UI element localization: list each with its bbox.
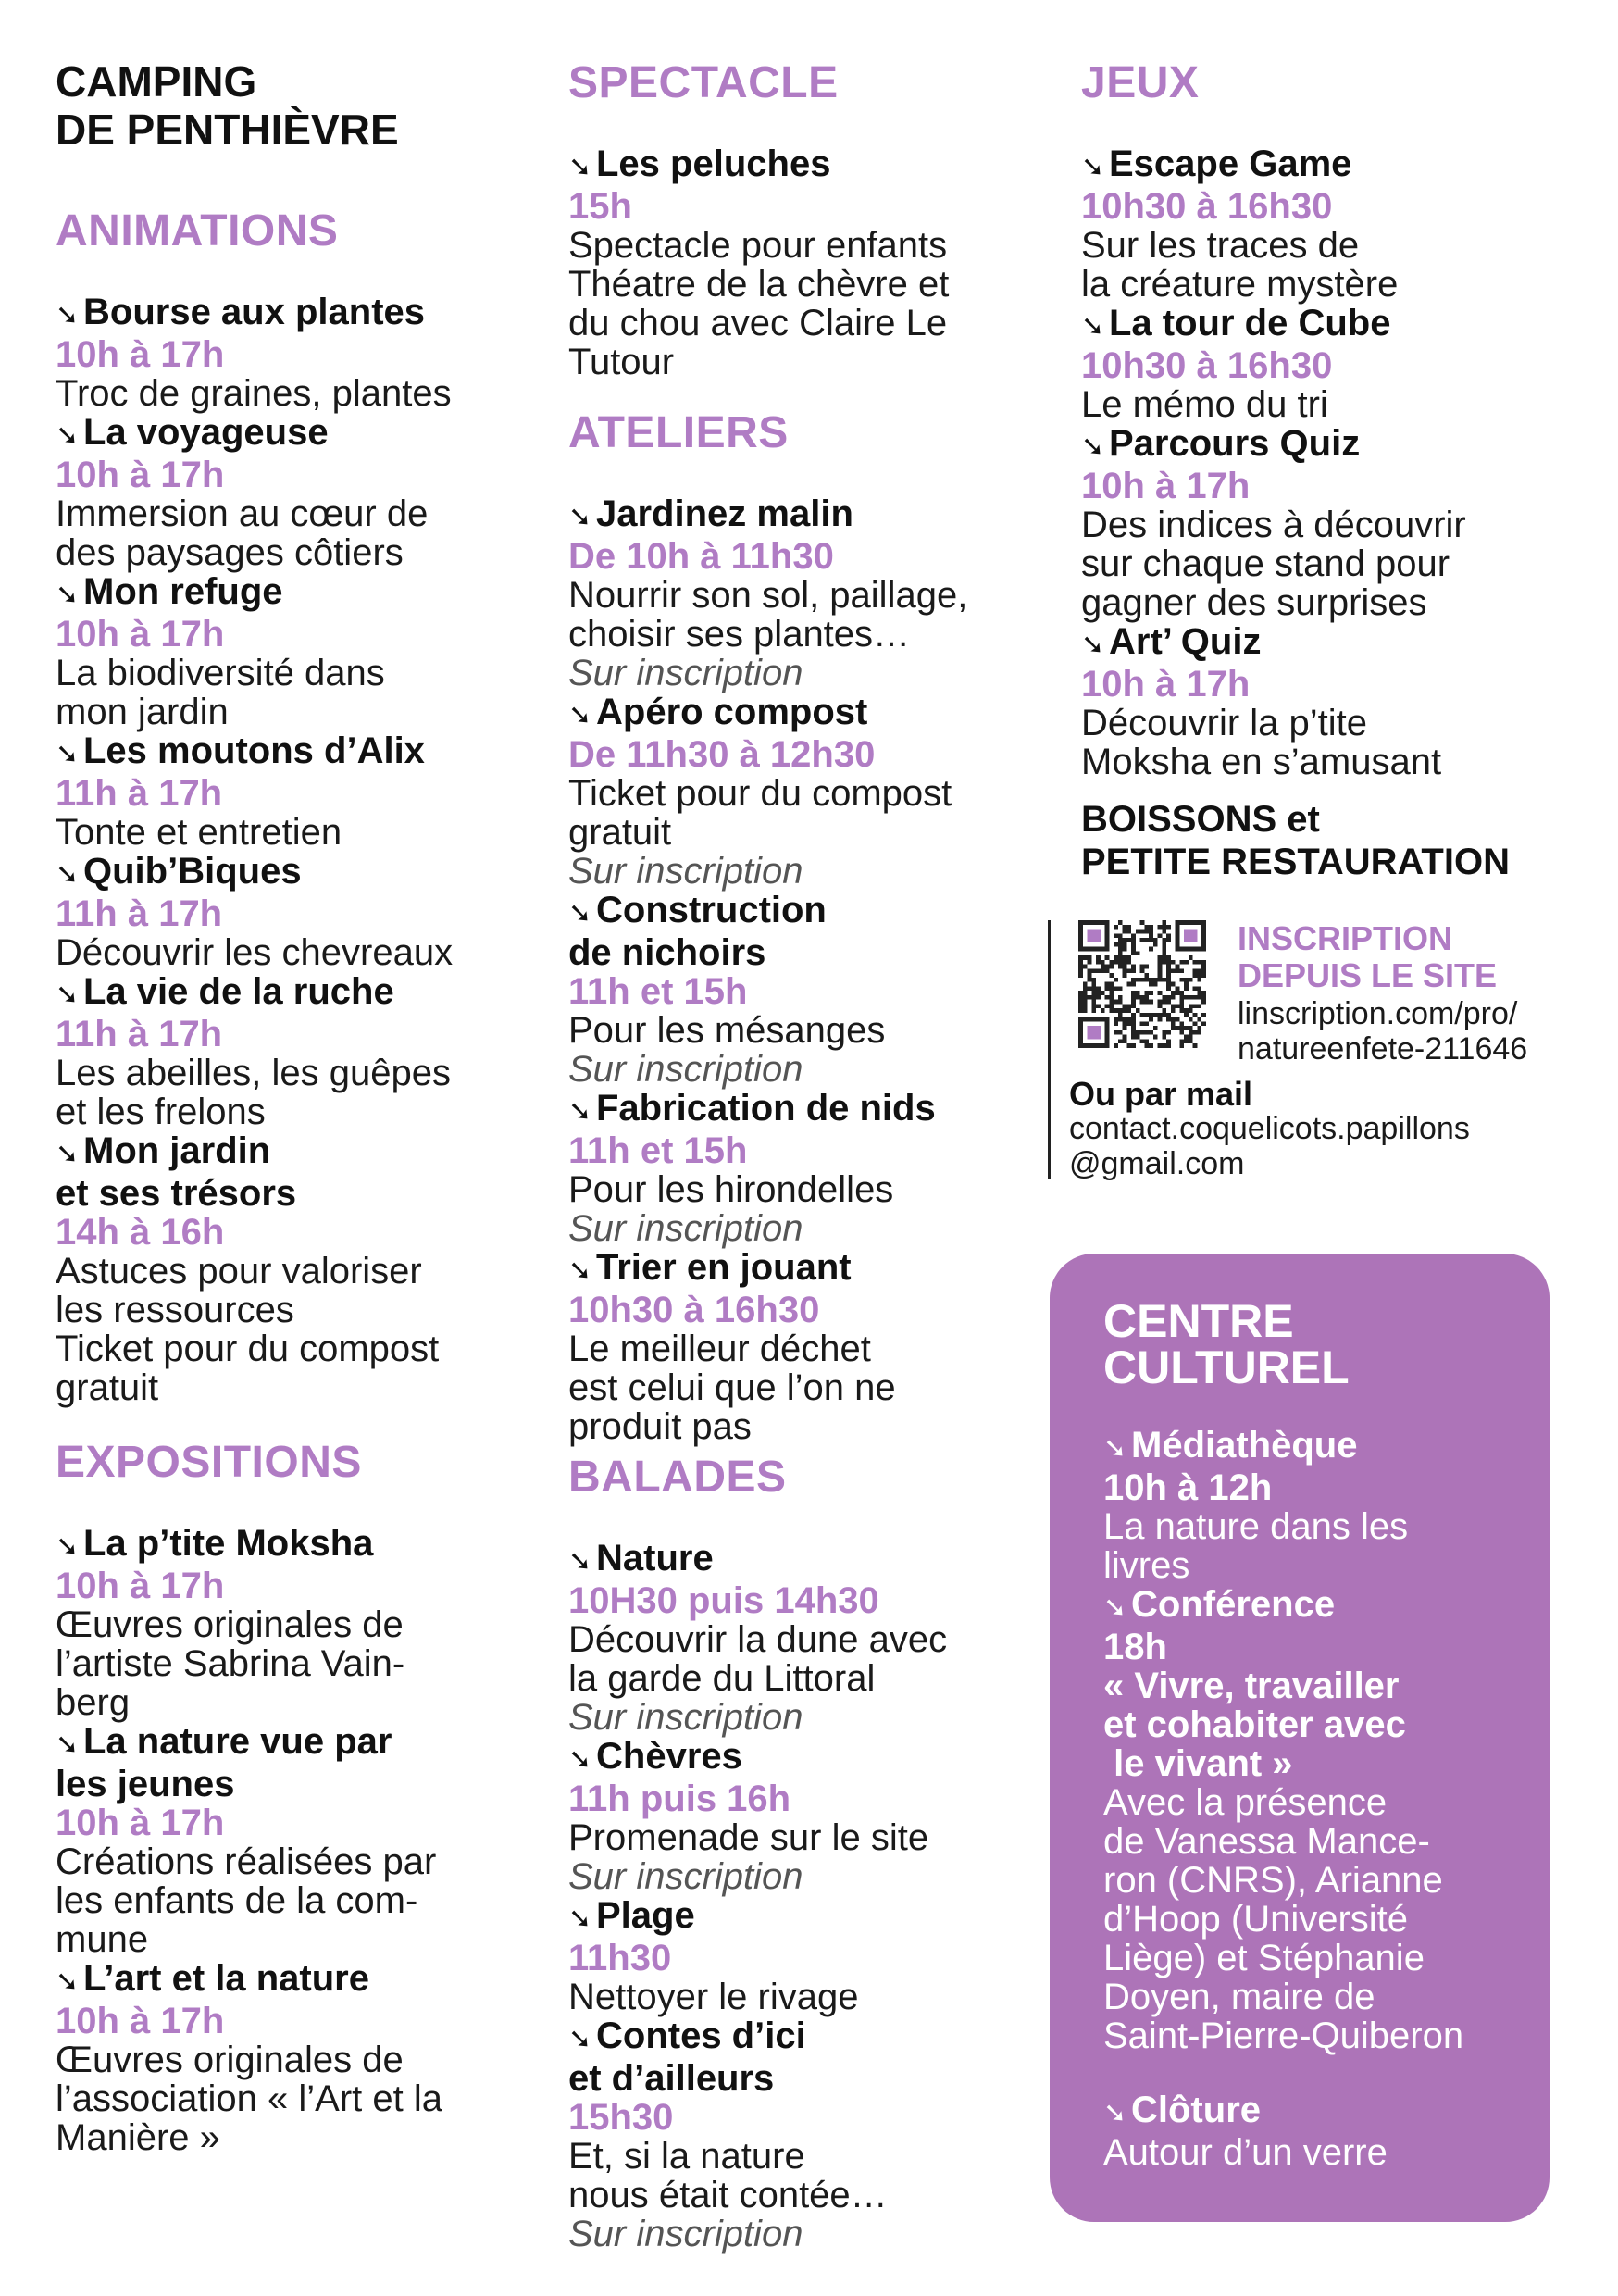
item-desc: Moksha en s’amusant <box>1081 742 1442 782</box>
item-title: Mon refuge <box>83 571 283 612</box>
centre-title <box>1103 1295 1531 1393</box>
item-desc: Immersion au cœur de <box>56 493 429 534</box>
program-item <box>568 1896 1059 2016</box>
item-desc: Découvrir la dune avec <box>568 1619 948 1660</box>
item-time: 10h à 17h <box>56 2001 225 2041</box>
arrow-icon: ➘ <box>1103 1592 1127 1623</box>
item-desc: sur chaque stand pour <box>1081 543 1450 584</box>
item-desc: Nourrir son sol, paillage, <box>568 575 968 616</box>
item-title: Quib’Biques <box>83 851 302 892</box>
item-note: Sur inscription <box>568 1697 803 1738</box>
item-time: 10h30 à 16h30 <box>1081 345 1333 386</box>
arrow-icon: ➘ <box>568 1546 592 1577</box>
arrow-icon: ➘ <box>1103 1433 1127 1464</box>
item-desc: gagner des surprises <box>1081 582 1427 623</box>
item-title: Contes d’ici <box>596 2015 806 2056</box>
program-item <box>568 494 1059 693</box>
subtitle-line: le vivant » <box>1103 1743 1293 1784</box>
item-title: Parcours Quiz <box>1109 423 1361 464</box>
subtitle-line: et cohabiter avec <box>1103 1704 1406 1745</box>
program-item <box>56 1131 537 1407</box>
item-desc: Théatre de la chèvre et <box>568 264 950 305</box>
item-desc: Sur les traces de <box>1081 225 1360 266</box>
item-time: 10h30 à 16h30 <box>1081 186 1333 227</box>
section-ateliers <box>568 407 1059 1446</box>
program-item <box>568 693 1059 891</box>
item-time: 11h30 <box>568 1938 672 1978</box>
item-desc: les ressources <box>56 1290 294 1330</box>
item-desc: la créature mystère <box>1081 264 1399 305</box>
item-time: 11h et 15h <box>568 1130 748 1171</box>
item-time: 14h à 16h <box>56 1212 225 1253</box>
arrow-icon: ➘ <box>56 1139 80 1169</box>
qr-code-icon[interactable] <box>1078 920 1206 1048</box>
item-desc: Le mémo du tri <box>1081 384 1328 425</box>
desc-line: ron (CNRS), Arianne <box>1103 1860 1443 1901</box>
item-desc: Et, si la nature <box>568 2136 805 2177</box>
item-note: Sur inscription <box>568 2214 803 2254</box>
item-time: 10h30 à 16h30 <box>568 1290 820 1330</box>
program-item <box>56 731 537 852</box>
arrow-icon: ➘ <box>568 700 592 730</box>
arrow-icon: ➘ <box>1081 431 1105 462</box>
item-desc: la garde du Littoral <box>568 1658 876 1699</box>
item-desc: La biodiversité dans <box>56 653 385 693</box>
item-title: Trier en jouant <box>596 1247 852 1288</box>
centre-item-cloture <box>1103 2090 1531 2172</box>
main-title-line: CAMPING <box>56 57 257 106</box>
item-time: 10h à 17h <box>1081 466 1251 506</box>
item-note: Sur inscription <box>568 1208 803 1249</box>
inscription-url-line[interactable]: linscription.com/pro/ <box>1238 996 1518 1031</box>
arrow-icon: ➘ <box>1081 630 1105 660</box>
item-desc: produit pas <box>568 1406 752 1447</box>
item-desc <box>1103 2133 1531 2172</box>
item-title: Plage <box>596 1895 695 1936</box>
item-title: Mon jardin <box>83 1130 271 1171</box>
item-title: Construction <box>596 890 827 930</box>
item-title: La tour de Cube <box>1109 303 1391 343</box>
item-desc: Œuvres originales de <box>56 1604 404 1645</box>
item-desc: des paysages côtiers <box>56 532 404 573</box>
item-desc: Ticket pour du compost <box>568 773 952 814</box>
program-item <box>56 972 537 1131</box>
item-desc: les enfants de la com- <box>56 1880 418 1921</box>
item-desc: Œuvres originales de <box>56 2040 404 2080</box>
item-desc: berg <box>56 1682 131 1723</box>
arrow-icon: ➘ <box>568 1096 592 1127</box>
program-item <box>56 852 537 972</box>
section-spectacle <box>568 57 1059 381</box>
item-time: 10H30 puis 14h30 <box>568 1580 879 1621</box>
mail-address-line[interactable]: @gmail.com <box>1069 1146 1245 1181</box>
item-desc: Le meilleur déchet <box>568 1329 871 1369</box>
desc-line: d’Hoop (Université <box>1103 1899 1409 1940</box>
item-desc: Découvrir les chevreaux <box>56 932 454 973</box>
item-title: Fabrication de nids <box>596 1088 936 1129</box>
arrow-icon: ➘ <box>1081 152 1105 182</box>
item-desc: Promenade sur le site <box>568 1817 929 1858</box>
item-title: L’art et la nature <box>83 1958 369 1999</box>
item-time: 11h et 15h <box>568 971 748 1012</box>
program-item <box>56 293 537 413</box>
program-item <box>568 1737 1059 1896</box>
arrow-icon: ➘ <box>568 1744 592 1775</box>
boissons-line: BOISSONS et <box>1081 799 1320 840</box>
item-time: 15h <box>568 186 632 227</box>
section-title: ATELIERS <box>568 408 789 457</box>
item-title: et d’ailleurs <box>568 2058 775 2099</box>
item-desc: Manière » <box>56 2117 220 2158</box>
item-desc: du chou avec Claire Le <box>568 303 948 343</box>
item-desc: mune <box>56 1919 149 1960</box>
item-time: 10h à 17h <box>56 455 225 495</box>
item-time: 11h puis 16h <box>568 1778 791 1819</box>
item-desc: l’artiste Sabrina Vain- <box>56 1643 405 1684</box>
section-title: SPECTACLE <box>568 58 839 107</box>
item-title: La nature vue par <box>83 1721 392 1762</box>
section-balades <box>568 1452 1059 2253</box>
arrow-icon: ➘ <box>56 739 80 769</box>
item-desc: Nettoyer le rivage <box>568 1977 859 2017</box>
arrow-icon: ➘ <box>1081 311 1105 342</box>
desc-line: Avec la présence <box>1103 1782 1388 1823</box>
item-time: De 10h à 11h30 <box>568 536 834 577</box>
item-time: 10h à 17h <box>56 1566 225 1606</box>
arrow-icon: ➘ <box>56 1729 80 1760</box>
item-time: 10h à 17h <box>56 614 225 655</box>
item-time: 10h à 17h <box>1081 664 1251 705</box>
item-desc: est celui que l’on ne <box>568 1367 896 1408</box>
program-item <box>56 1524 537 1722</box>
item-title: Conférence <box>1131 1584 1336 1625</box>
qr-finder <box>1176 920 1206 951</box>
section-title: EXPOSITIONS <box>56 1438 362 1487</box>
inscription-title <box>1238 920 1497 994</box>
qr-finder <box>1078 920 1109 951</box>
item-title: Apéro compost <box>596 692 868 732</box>
item-note: Sur inscription <box>568 653 803 693</box>
item-title: Bourse aux plantes <box>83 292 426 332</box>
item-desc: Des indices à découvrir <box>1081 505 1466 545</box>
desc-line: Doyen, maire de <box>1103 1977 1375 2017</box>
subtitle-line: « Vivre, travailler <box>1103 1666 1400 1706</box>
item-title: La p’tite Moksha <box>83 1523 374 1564</box>
section-title: JEUX <box>1081 58 1200 107</box>
section-title: ANIMATIONS <box>56 206 339 256</box>
desc-line: Liège) et Stéphanie <box>1103 1938 1425 1978</box>
item-title: Escape Game <box>1109 144 1352 184</box>
item-desc: Astuces pour valoriser <box>56 1251 422 1292</box>
item-desc: gratuit <box>568 812 672 853</box>
item-desc: Créations réalisées par <box>56 1841 437 1882</box>
item-title: Médiathèque <box>1131 1425 1358 1466</box>
item-desc: choisir ses plantes… <box>568 614 911 655</box>
section-jeux <box>1081 57 1581 781</box>
desc-line: livres <box>1103 1545 1190 1586</box>
desc-line: La nature dans les <box>1103 1506 1409 1547</box>
program-item <box>56 572 537 731</box>
program-item <box>568 1248 1059 1446</box>
arrow-icon: ➘ <box>568 898 592 929</box>
item-time: 11h à 17h <box>56 773 223 814</box>
arrow-icon: ➘ <box>56 420 80 451</box>
program-item <box>568 1539 1059 1737</box>
arrow-icon: ➘ <box>56 980 80 1010</box>
item-title: Art’ Quiz <box>1109 621 1262 662</box>
item-title: Les peluches <box>596 144 831 184</box>
item-title: Chèvres <box>596 1736 742 1777</box>
program-item <box>568 891 1059 1089</box>
arrow-icon: ➘ <box>568 502 592 532</box>
item-desc: Tutour <box>568 342 675 382</box>
boissons-heading <box>1081 798 1510 883</box>
arrow-icon: ➘ <box>56 859 80 890</box>
item-note: Sur inscription <box>568 1856 803 1897</box>
desc-line: Autour d’un verre <box>1103 2132 1388 2173</box>
mail-address[interactable] <box>1069 1111 1470 1181</box>
item-desc: Tonte et entretien <box>56 812 342 853</box>
item-title: de nichoirs <box>568 932 766 973</box>
program-item <box>568 1089 1059 1248</box>
item-time: 10h à 17h <box>56 1803 225 1843</box>
centre-title-line: CULTUREL <box>1103 1341 1350 1393</box>
program-item <box>56 1722 537 1959</box>
desc-line: Saint-Pierre-Quiberon <box>1103 2015 1464 2056</box>
item-desc: Pour les mésanges <box>568 1010 886 1051</box>
program-item <box>1081 622 1581 781</box>
item-time: 10h à 12h <box>1103 1467 1273 1508</box>
item-desc: mon jardin <box>56 692 229 732</box>
inscription-block <box>1048 920 1584 1179</box>
program-item <box>568 2016 1059 2253</box>
arrow-icon: ➘ <box>56 1531 80 1562</box>
section-animations <box>56 206 537 1407</box>
arrow-icon: ➘ <box>56 1966 80 1997</box>
program-item <box>56 413 537 572</box>
item-time: 15h30 <box>568 2097 674 2138</box>
item-desc: Spectacle pour enfants <box>568 225 948 266</box>
item-desc <box>1103 1783 1531 2055</box>
section-title: BALADES <box>568 1453 787 1502</box>
item-title: Les moutons d’Alix <box>83 730 425 771</box>
program-item <box>1081 144 1581 304</box>
program-item <box>56 1959 537 2157</box>
centre-item-conference <box>1103 1585 1531 2055</box>
arrow-icon: ➘ <box>568 152 592 182</box>
arrow-icon: ➘ <box>56 580 80 610</box>
item-desc: Pour les hirondelles <box>568 1169 894 1210</box>
item-title: La voyageuse <box>83 412 329 453</box>
program-item <box>568 144 1059 381</box>
item-title: Nature <box>596 1538 714 1578</box>
arrow-icon: ➘ <box>1103 2098 1127 2128</box>
item-time: 18h <box>1103 1627 1167 1667</box>
inscription-url-line[interactable]: natureenfete-211646 <box>1238 1031 1528 1067</box>
main-title <box>56 57 399 154</box>
item-desc: Troc de graines, plantes <box>56 373 452 414</box>
centre-title-line: CENTRE <box>1103 1295 1294 1347</box>
centre-item-mediatheque <box>1103 1426 1531 1585</box>
mail-label: Ou par mail <box>1069 1075 1253 1113</box>
inscription-url[interactable] <box>1238 996 1527 1067</box>
item-title: et ses trésors <box>56 1173 297 1214</box>
item-title: les jeunes <box>56 1764 235 1804</box>
program-item <box>1081 424 1581 622</box>
mail-address-line[interactable]: contact.coquelicots.papillons <box>1069 1111 1470 1146</box>
conference-subtitle <box>1103 1666 1531 1783</box>
item-desc: et les frelons <box>56 1092 266 1132</box>
item-note: Sur inscription <box>568 1049 803 1090</box>
arrow-icon: ➘ <box>568 1903 592 1934</box>
inscription-title-line: INSCRIPTION <box>1238 919 1453 957</box>
arrow-icon: ➘ <box>568 2024 592 2054</box>
item-desc: l’association « l’Art et la <box>56 2078 442 2119</box>
item-time: 11h à 17h <box>56 1014 223 1054</box>
boissons-line: PETITE RESTAURATION <box>1081 842 1510 882</box>
desc-line: de Vanessa Mance- <box>1103 1821 1430 1862</box>
item-desc <box>1103 1507 1531 1585</box>
centre-culturel-panel <box>1050 1254 1550 2222</box>
item-desc: nous était contée… <box>568 2175 888 2215</box>
section-expositions <box>56 1437 537 2157</box>
item-time: 10h à 17h <box>56 334 225 375</box>
inscription-title-line: DEPUIS LE SITE <box>1238 956 1498 994</box>
program-item <box>1081 304 1581 424</box>
item-note: Sur inscription <box>568 851 803 892</box>
item-desc: Les abeilles, les guêpes <box>56 1053 451 1093</box>
arrow-icon: ➘ <box>568 1255 592 1286</box>
item-title: La vie de la ruche <box>83 971 394 1012</box>
qr-finder <box>1078 1017 1109 1048</box>
item-desc: Découvrir la p’tite <box>1081 703 1368 743</box>
item-title: Jardinez malin <box>596 493 853 534</box>
arrow-icon: ➘ <box>56 300 80 331</box>
item-time: 11h à 17h <box>56 893 223 934</box>
main-title-line: DE PENTHIÈVRE <box>56 106 399 154</box>
item-desc: gratuit <box>56 1367 159 1408</box>
item-time: De 11h30 à 12h30 <box>568 734 876 775</box>
item-desc: Ticket pour du compost <box>56 1329 440 1369</box>
item-title: Clôture <box>1131 2090 1261 2130</box>
